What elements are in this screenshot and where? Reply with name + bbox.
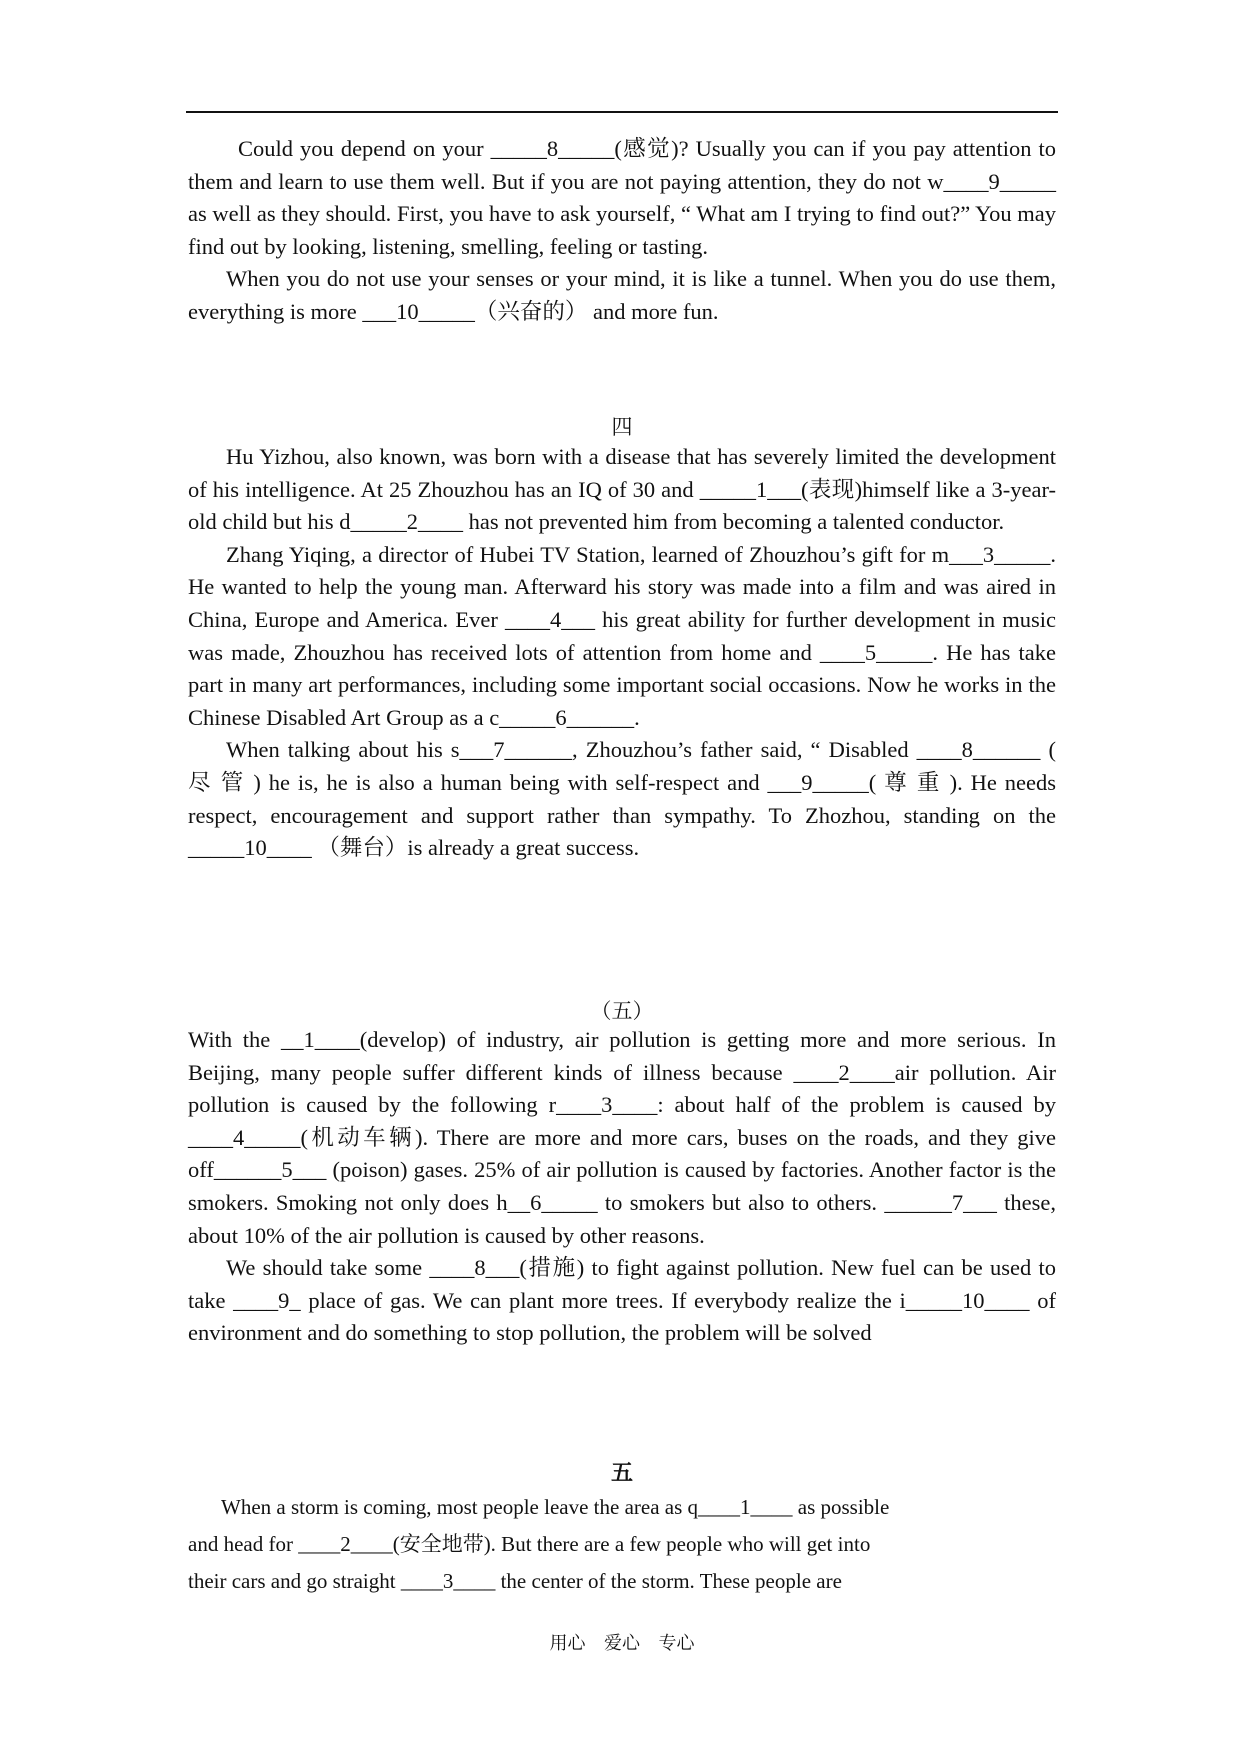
section-5a-paragraph-1: With the __1____(develop) of industry, air pollution is getting more and more serious. In Beijing, many people suffer different kinds of illness because ____2____air pollution. Air pollution is caused by the following r____3____: about half of the problem is caused by ____4_____(机动车辆). There are more and more cars, buses on the roads, and they give off______5___ (poison) gases. 25% of air pollution is caused by factories. Another factor is the smokers. Smoking not only does h__6_____ to smokers but also to others. ______7___ these, about 10% of the air pollution is caused by other reasons. [188,1027,1056,1248]
section-4-paragraph-1: Hu Yizhou, also known, was born with a disease that has severely limited the development of his intelligence. At 25 Zhouzhou has an IQ of 30 and _____1___(表现)himself like a 3-year-old child but his d_____2____ has not prevented him from becoming a talented conductor. [188,444,1056,535]
section-5b-heading: 五 [610,1460,633,1485]
section-4-paragraph-3: When talking about his s___7______, Zhouzhou’s father said, “ Disabled ____8______ ( 尽 管 ) he is, he is also a human being with self-respect and ___9_____( 尊 重 ). He needs respect, encouragement and support rather than sympathy. To Zhozhou, standing on the _____10____ （舞台）is already a great success. [188,737,1056,861]
section-4-heading: 四 [611,415,633,439]
section-5b-passage [188,1489,1056,1600]
page-footer: 用心 爱心 专心 [549,1633,695,1653]
section-3-paragraph-2: When you do not use your senses or your mind, it is like a tunnel. When you do use them, everything is more ___10_____（兴奋的） and more fun. [188,266,1056,324]
section-5a-passage [188,1024,1056,1350]
section-3-passage [188,133,1056,329]
section-5a-paragraph-2: We should take some ____8___(措施) to fight against pollution. New fuel can be used to take ____9_ place of gas. We can plant more trees. If everybody realize the i_____10____ of environment and do something to stop pollution, the problem will be solved [188,1255,1056,1346]
section-5a-heading: （五） [590,999,654,1023]
section-5b-line-2: and head for ____2____(安全地带). But there are a few people who will get into [188,1532,871,1556]
section-5b-line-3: their cars and go straight ____3____ the center of the storm. These people are [188,1569,842,1593]
header-rule [186,111,1058,113]
section-5b-line-1: When a storm is coming, most people leave the area as q____1____ as possible [221,1495,890,1519]
section-4-paragraph-2: Zhang Yiqing, a director of Hubei TV Station, learned of Zhouzhou’s gift for m___3_____. He wanted to help the young man. Afterward his story was made into a film and was aired in China, Europe and America. Ever ____4___ his great ability for further development in music was made, Zhouzhou has received lots of attention from home and ____5_____. He has take part in many art performances, including some important social occasions. Now he works in the Chinese Disabled Art Group as a c_____6______. [188,541,1056,730]
section-4-passage [188,441,1056,865]
section-3-paragraph-1: Could you depend on your _____8_____(感觉)? Usually you can if you pay attention to them and learn to use them well. But if you are not paying attention, they do not w____9_____ as well as they should. First, you have to ask yourself, “ What am I trying to find out?” You may find out by looking, listening, smelling, feeling or tasting. [188,136,1056,259]
